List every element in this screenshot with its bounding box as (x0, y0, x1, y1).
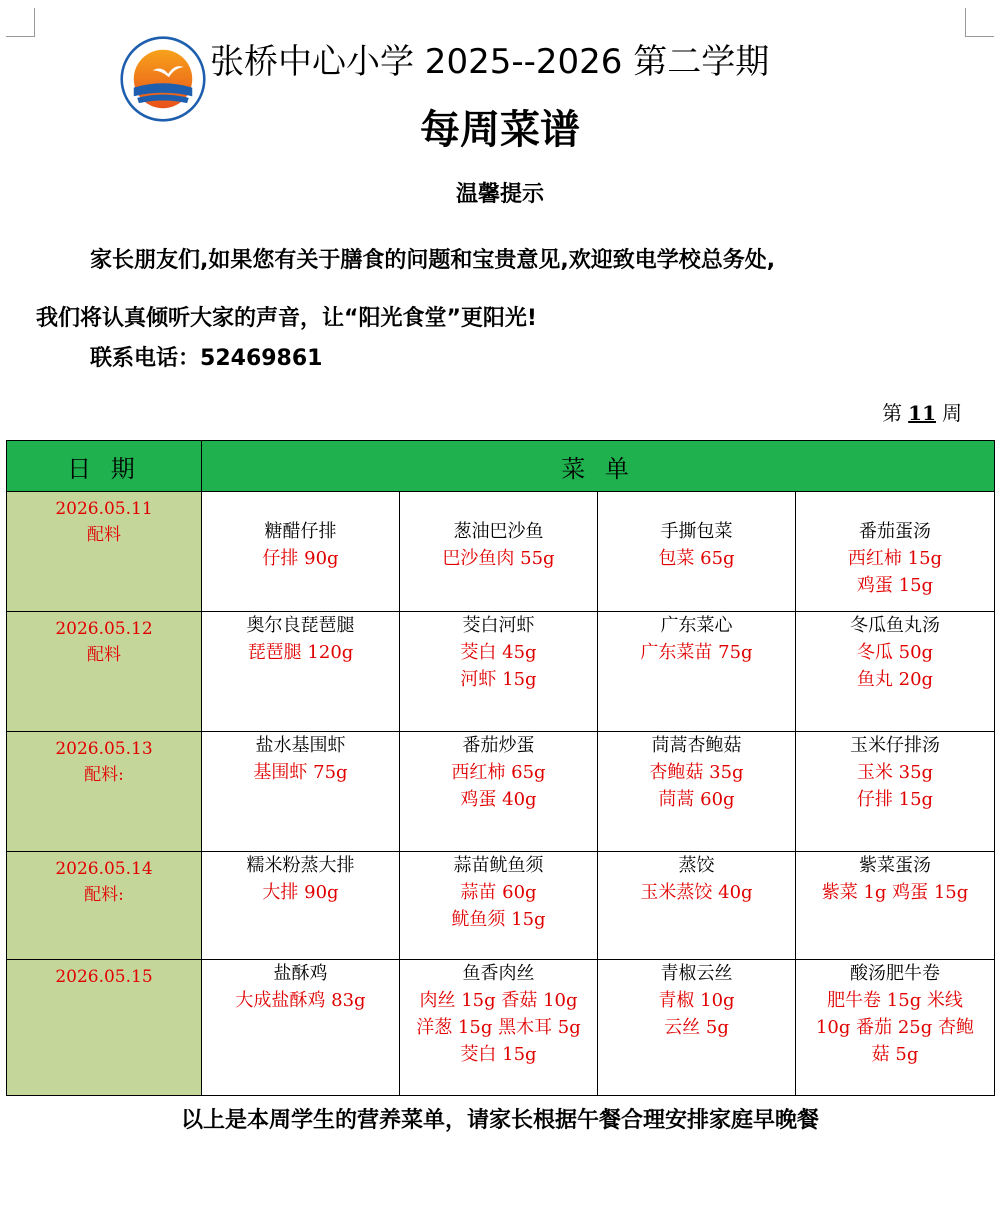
school-title: 张桥中心小学 2025--2026 第二学期 (210, 42, 770, 82)
ingredients-label: 配料 (87, 525, 121, 545)
date-cell (7, 612, 202, 732)
dish-ingredient: 仔排 15g (856, 789, 934, 810)
table-row (7, 492, 995, 612)
dish-cell (598, 612, 796, 732)
dish-cell (796, 612, 995, 732)
menu-table (6, 440, 995, 1096)
dish-ingredient: 紫菜 1g 鸡蛋 15g (821, 882, 969, 903)
dish-ingredient: 包菜 65g (658, 548, 735, 569)
date-value: 2026.05.11 (55, 499, 153, 519)
contact-info (90, 342, 322, 376)
week-number: 11 (908, 401, 936, 425)
contact-label: 联系电话： (90, 346, 201, 371)
dish-name: 玉米仔排汤 (850, 735, 940, 756)
menu-column-header: 菜 单 (202, 441, 995, 492)
date-value: 2026.05.12 (55, 619, 153, 639)
date-cell (7, 960, 202, 1096)
dish-name: 蒸饺 (678, 855, 715, 876)
dish-ingredient: 洋葱 15g 黑木耳 5g (416, 1017, 581, 1038)
dish-cell (796, 852, 995, 960)
dish-ingredient: 茭白 15g (460, 1044, 537, 1065)
page-corner-mark (965, 8, 994, 37)
dish-ingredient: 云丝 5g (664, 1017, 729, 1038)
dish-ingredient: 基围虾 75g (253, 762, 348, 783)
dish-name: 盐酥鸡 (273, 963, 328, 984)
dish-ingredient: 西红柿 65g (451, 762, 546, 783)
dish-cell (400, 852, 598, 960)
date-column-header: 日 期 (7, 441, 202, 492)
dish-name: 番茄炒蛋 (462, 735, 535, 756)
dish-cell (400, 960, 598, 1096)
dish-cell (598, 732, 796, 852)
date-cell (7, 732, 202, 852)
dish-ingredient: 西红柿 15g (847, 548, 943, 569)
notice-title: 温馨提示 (455, 182, 544, 207)
dish-ingredient: 冬瓜 50g (856, 642, 934, 663)
date-cell (7, 492, 202, 612)
dish-cell (400, 492, 598, 612)
notice-line-2: 我们将认真倾听大家的声音，让“阳光食堂”更阳光! (36, 306, 537, 331)
dish-ingredient: 广东菜苗 75g (640, 642, 753, 663)
page-corner-mark (6, 8, 35, 37)
dish-ingredient: 鸡蛋 15g (856, 575, 934, 596)
dish-name: 糖醋仔排 (264, 521, 337, 542)
dish-ingredient: 鸡蛋 40g (460, 789, 537, 810)
dish-ingredient: 茭白 45g (460, 642, 537, 663)
ingredients-label: 配料: (84, 885, 124, 905)
dish-cell (400, 612, 598, 732)
dish-ingredient: 肉丝 15g 香菇 10g (419, 990, 578, 1011)
dish-name: 葱油巴沙鱼 (453, 521, 544, 542)
dish-name: 盐水基围虾 (255, 735, 346, 756)
dish-cell (796, 732, 995, 852)
dish-ingredient: 河虾 15g (460, 669, 537, 690)
footer-note: 以上是本周学生的营养菜单，请家长根据午餐合理安排家庭早晚餐 (180, 1108, 819, 1133)
contact-number: 52469861 (200, 346, 323, 371)
dish-ingredient: 大成盐酥鸡 83g (235, 990, 366, 1011)
dish-cell (400, 732, 598, 852)
dish-name: 鱼香肉丝 (462, 963, 535, 984)
table-row (7, 852, 995, 960)
dish-cell (598, 960, 796, 1096)
dish-name: 奥尔良琵琶腿 (246, 615, 355, 636)
dish-ingredient: 肥牛卷 15g 米线 (827, 990, 963, 1011)
dish-name: 青椒云丝 (660, 963, 733, 984)
week-suffix: 周 (942, 401, 962, 425)
dish-ingredient: 杏鲍菇 35g (649, 762, 744, 783)
notice-text (36, 232, 976, 348)
dish-ingredient: 10g 番茄 25g 杏鲍 (815, 1017, 975, 1038)
week-indicator (882, 398, 962, 428)
dish-name: 冬瓜鱼丸汤 (850, 615, 940, 636)
dish-ingredient: 玉米蒸饺 40g (640, 882, 753, 903)
table-row (7, 960, 995, 1096)
dish-name: 茼蒿杏鲍菇 (651, 735, 742, 756)
page-title: 每周菜谱 (420, 107, 580, 153)
ingredients-label: 配料: (84, 765, 124, 785)
dish-cell (796, 492, 995, 612)
table-row (7, 732, 995, 852)
dish-name: 手撕包菜 (660, 521, 733, 542)
dish-ingredient: 大排 90g (262, 882, 339, 903)
date-value: 2026.05.14 (55, 859, 153, 879)
dish-ingredient: 玉米 35g (856, 762, 934, 783)
dish-ingredient: 茼蒿 60g (658, 789, 735, 810)
dish-name: 紫菜蛋汤 (859, 855, 931, 876)
dish-ingredient: 琵琶腿 120g (247, 642, 354, 663)
dish-cell (598, 852, 796, 960)
date-cell (7, 852, 202, 960)
dish-name: 糯米粉蒸大排 (246, 855, 355, 876)
dish-ingredient: 鱼丸 20g (856, 669, 934, 690)
notice-line-1: 家长朋友们,如果您有关于膳食的问题和宝贵意见,欢迎致电学校总务处, (90, 248, 776, 273)
table-header-row (7, 441, 995, 492)
dish-cell (796, 960, 995, 1096)
dish-ingredient: 仔排 90g (262, 548, 339, 569)
dish-name: 蒜苗鱿鱼须 (453, 855, 544, 876)
dish-cell (598, 492, 796, 612)
dish-name: 番茄蛋汤 (859, 521, 931, 542)
dish-ingredient: 青椒 10g (658, 990, 735, 1011)
dish-cell (202, 492, 400, 612)
dish-ingredient: 蒜苗 60g (460, 882, 537, 903)
dish-cell (202, 852, 400, 960)
dish-name: 广东菜心 (660, 615, 733, 636)
dish-name: 茭白河虾 (462, 615, 535, 636)
ingredients-label: 配料 (87, 645, 121, 665)
dish-cell (202, 612, 400, 732)
dish-cell (202, 960, 400, 1096)
dish-ingredient: 菇 5g (871, 1044, 919, 1065)
table-row (7, 612, 995, 732)
date-value: 2026.05.13 (55, 739, 153, 759)
dish-ingredient: 巴沙鱼肉 55g (442, 548, 555, 569)
dish-ingredient: 鱿鱼须 15g (451, 909, 546, 930)
date-value: 2026.05.15 (55, 967, 153, 987)
dish-name: 酸汤肥牛卷 (850, 963, 940, 984)
dish-cell (202, 732, 400, 852)
week-prefix: 第 (882, 401, 903, 425)
